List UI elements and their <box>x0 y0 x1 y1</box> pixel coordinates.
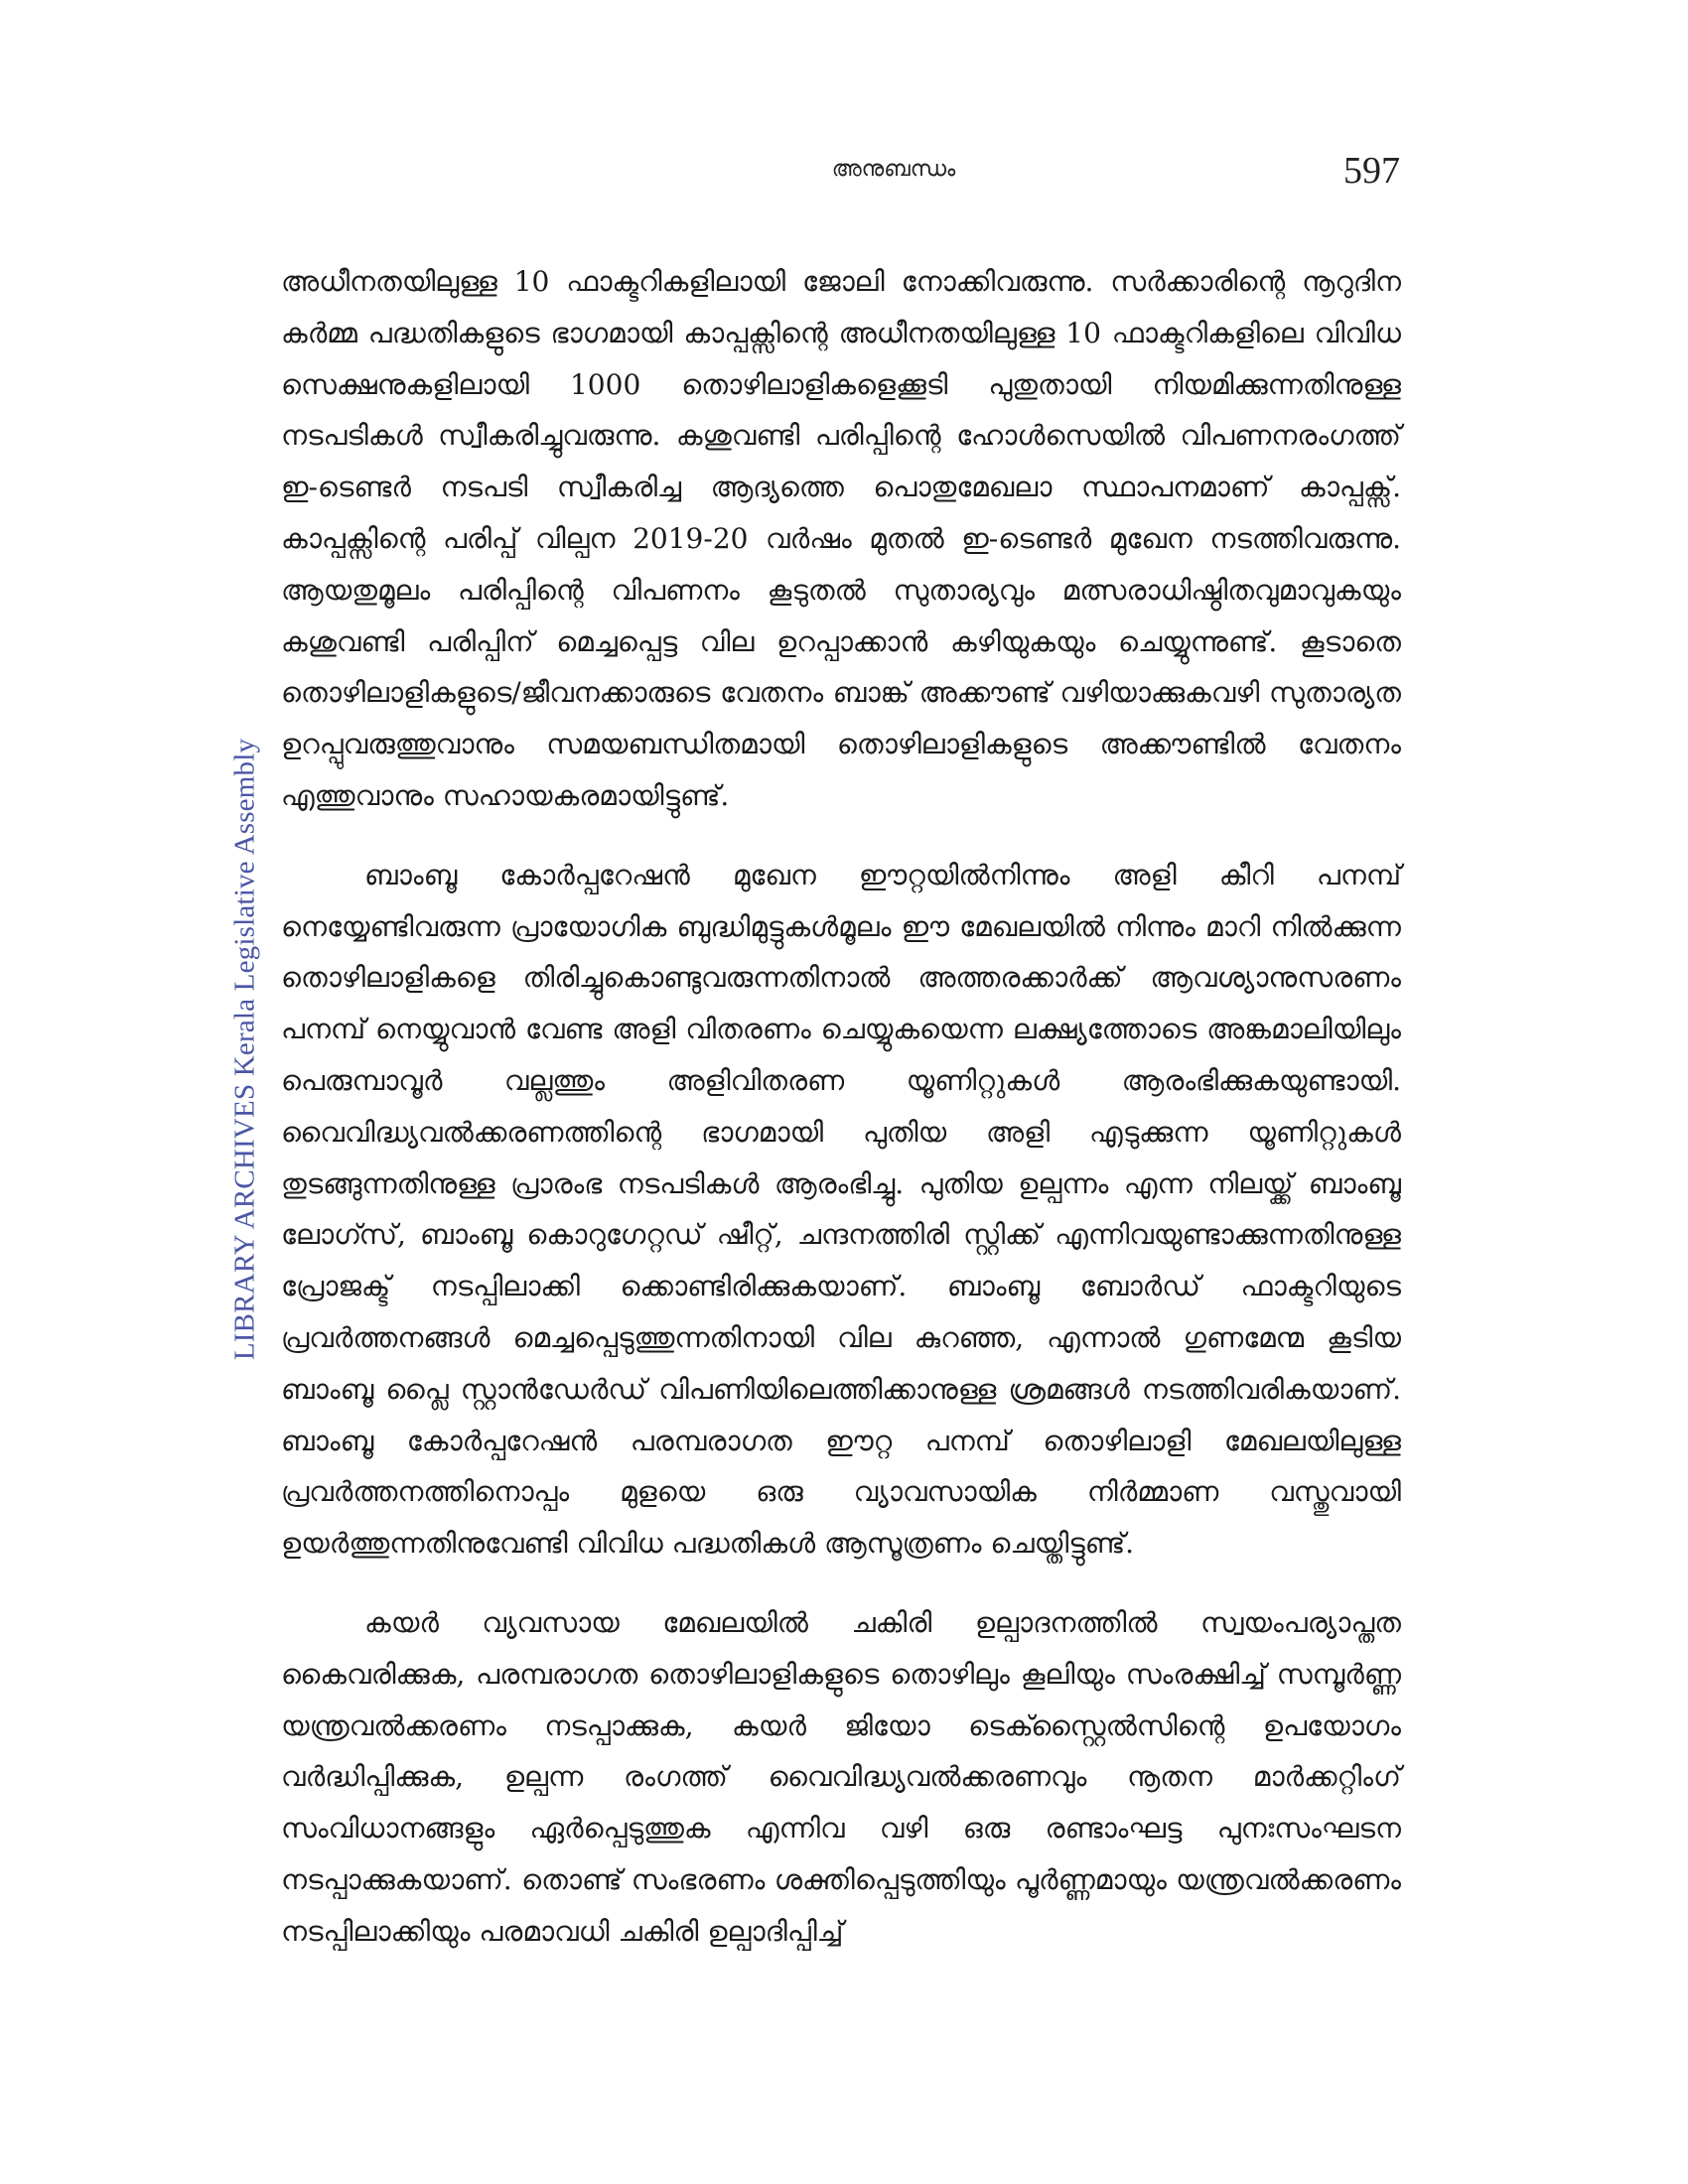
running-header: അനുബന്ധം <box>831 157 956 182</box>
page-number: 597 <box>1343 150 1400 192</box>
body-text <box>281 256 1401 1958</box>
paragraph-2: ബാംബൂ കോർപ്പറേഷൻ മുഖേന ഈറ്റയിൽനിന്നും അളി കീറി പനമ്പ് നെയ്യേണ്ടിവരുന്ന പ്രായോഗിക ബുദ്ധിമുട്ടുകൾമൂലം ഈ മേഖലയിൽ നിന്നും മാറി നിൽക്കുന്ന തൊഴിലാളികളെ തിരിച്ചുകൊണ്ടുവരുന്നതിനാൽ അത്തരക്കാർക്ക് ആവശ്യാനുസരണം പനമ്പ് നെയ്യുവാൻ വേണ്ട അളി വിതരണം ചെയ്യുകയെന്ന ലക്ഷ്യത്തോടെ അങ്കമാലിയിലും പെരുമ്പാവൂർ വല്ലത്തും അളിവിതരണ യൂണിറ്റുകൾ ആരംഭിക്കുകയുണ്ടായി. വൈവിദ്ധ്യവൽക്കരണത്തിന്റെ ഭാഗമായി പുതിയ അളി എടുക്കുന്ന യൂണിറ്റുകൾ തുടങ്ങുന്നതിനുള്ള പ്രാരംഭ നടപടികൾ ആരംഭിച്ചു. പുതിയ ഉല്പന്നം എന്ന നിലയ്ക്ക് ബാംബൂ ലോഗ്സ്, ബാംബൂ കൊറുഗേറ്റഡ് ഷീറ്റ്, ചന്ദനത്തിരി സ്റ്റിക്ക് എന്നിവയുണ്ടാക്കുന്നതിനുള്ള പ്രോജക്ട് നടപ്പിലാക്കി ക്കൊണ്ടിരിക്കുകയാണ്. ബാംബൂ ബോർഡ് ഫാക്ടറിയുടെ പ്രവർത്തനങ്ങൾ മെച്ചപ്പെടുത്തുന്നതിനായി വില കുറഞ്ഞ, എന്നാൽ ഗുണമേന്മ കൂടിയ ബാംബൂ പ്ലൈ സ്റ്റാൻഡേർഡ് വിപണിയിലെത്തിക്കാനുള്ള ശ്രമങ്ങൾ നടത്തിവരികയാണ്. ബാംബൂ കോർപ്പറേഷൻ പരമ്പരാഗത ഈറ്റ പനമ്പ് തൊഴിലാളി മേഖലയിലുള്ള പ്രവർത്തനത്തിനൊപ്പം മുളയെ ഒരു വ്യാവസായിക നിർമ്മാണ വസ്തുവായി ഉയർത്തുന്നതിനുവേണ്ടി വിവിധ പദ്ധതികൾ ആസൂത്രണം ചെയ്തിട്ടുണ്ട്. <box>281 858 1401 1561</box>
paragraph-3: കയർ വ്യവസായ മേഖലയിൽ ചകിരി ഉല്പാദനത്തിൽ സ്വയംപര്യാപ്തത കൈവരിക്കുക, പരമ്പരാഗത തൊഴിലാളികളുടെ തൊഴിലും കൂലിയും സംരക്ഷിച്ച് സമ്പൂർണ്ണ യന്ത്രവൽക്കരണം നടപ്പാക്കുക, കയർ ജിയോ ടെക്സ്റ്റൈൽസിന്റെ ഉപയോഗം വർദ്ധിപ്പിക്കുക, ഉല്പന്ന രംഗത്ത് വൈവിദ്ധ്യവൽക്കരണവും നൂതന മാർക്കറ്റിംഗ് സംവിധാനങ്ങളും ഏർപ്പെടുത്തുക എന്നിവ വഴി ഒരു രണ്ടാംഘട്ട പുനഃസംഘടന നടപ്പാക്കുകയാണ്. തൊണ്ട് സംഭരണം ശക്തിപ്പെടുത്തിയും പൂർണ്ണമായും യന്ത്രവൽക്കരണം നടപ്പിലാക്കിയും പരമാവധി ചകിരി ഉല്പാദിപ്പിച്ച് <box>281 1605 1401 1948</box>
paragraph-1: അധീനതയിലുള്ള 10 ഫാക്ടറികളിലായി ജോലി നോക്കിവരുന്നു. സർക്കാരിന്റെ നൂറുദിന കർമ്മ പദ്ധതികളുടെ ഭാഗമായി കാപ്പക്സിന്റെ അധീനതയിലുള്ള 10 ഫാക്ടറികളിലെ വിവിധ സെക്ഷനുകളിലായി 1000 തൊഴിലാളികളെക്കൂടി പുതുതായി നിയമിക്കുന്നതിനുള്ള നടപടികൾ സ്വീകരിച്ചുവരുന്നു. കശുവണ്ടി പരിപ്പിന്റെ ഹോൾസെയിൽ വിപണനരംഗത്ത് ഇ-ടെണ്ടർ നടപടി സ്വീകരിച്ച ആദ്യത്തെ പൊതുമേഖലാ സ്ഥാപനമാണ് കാപ്പക്സ്. കാപ്പക്സിന്റെ പരിപ്പ് വില്പന 2019-20 വർഷം മുതൽ ഇ-ടെണ്ടർ മുഖേന നടത്തിവരുന്നു. ആയതുമൂലം പരിപ്പിന്റെ വിപണനം കൂടുതൽ സുതാര്യവും മത്സരാധിഷ്ഠിതവുമാവുകയും കശുവണ്ടി പരിപ്പിന് മെച്ചപ്പെട്ട വില ഉറപ്പാക്കാൻ കഴിയുകയും ചെയ്യുന്നുണ്ട്. കൂടാതെ തൊഴിലാളികളുടെ/ജീവനക്കാരുടെ വേതനം ബാങ്ക് അക്കൗണ്ട് വഴിയാക്കുകവഴി സുതാര്യത ഉറപ്പുവരുത്തുവാനും സമയബന്ധിതമായി തൊഴിലാളികളുടെ അക്കൗണ്ടിൽ വേതനം എത്തുവാനും സഹായകരമായിട്ടുണ്ട്. <box>281 265 1401 812</box>
watermark-text: LIBRARY ARCHIVES Kerala Legislative Assembly <box>228 738 261 1361</box>
